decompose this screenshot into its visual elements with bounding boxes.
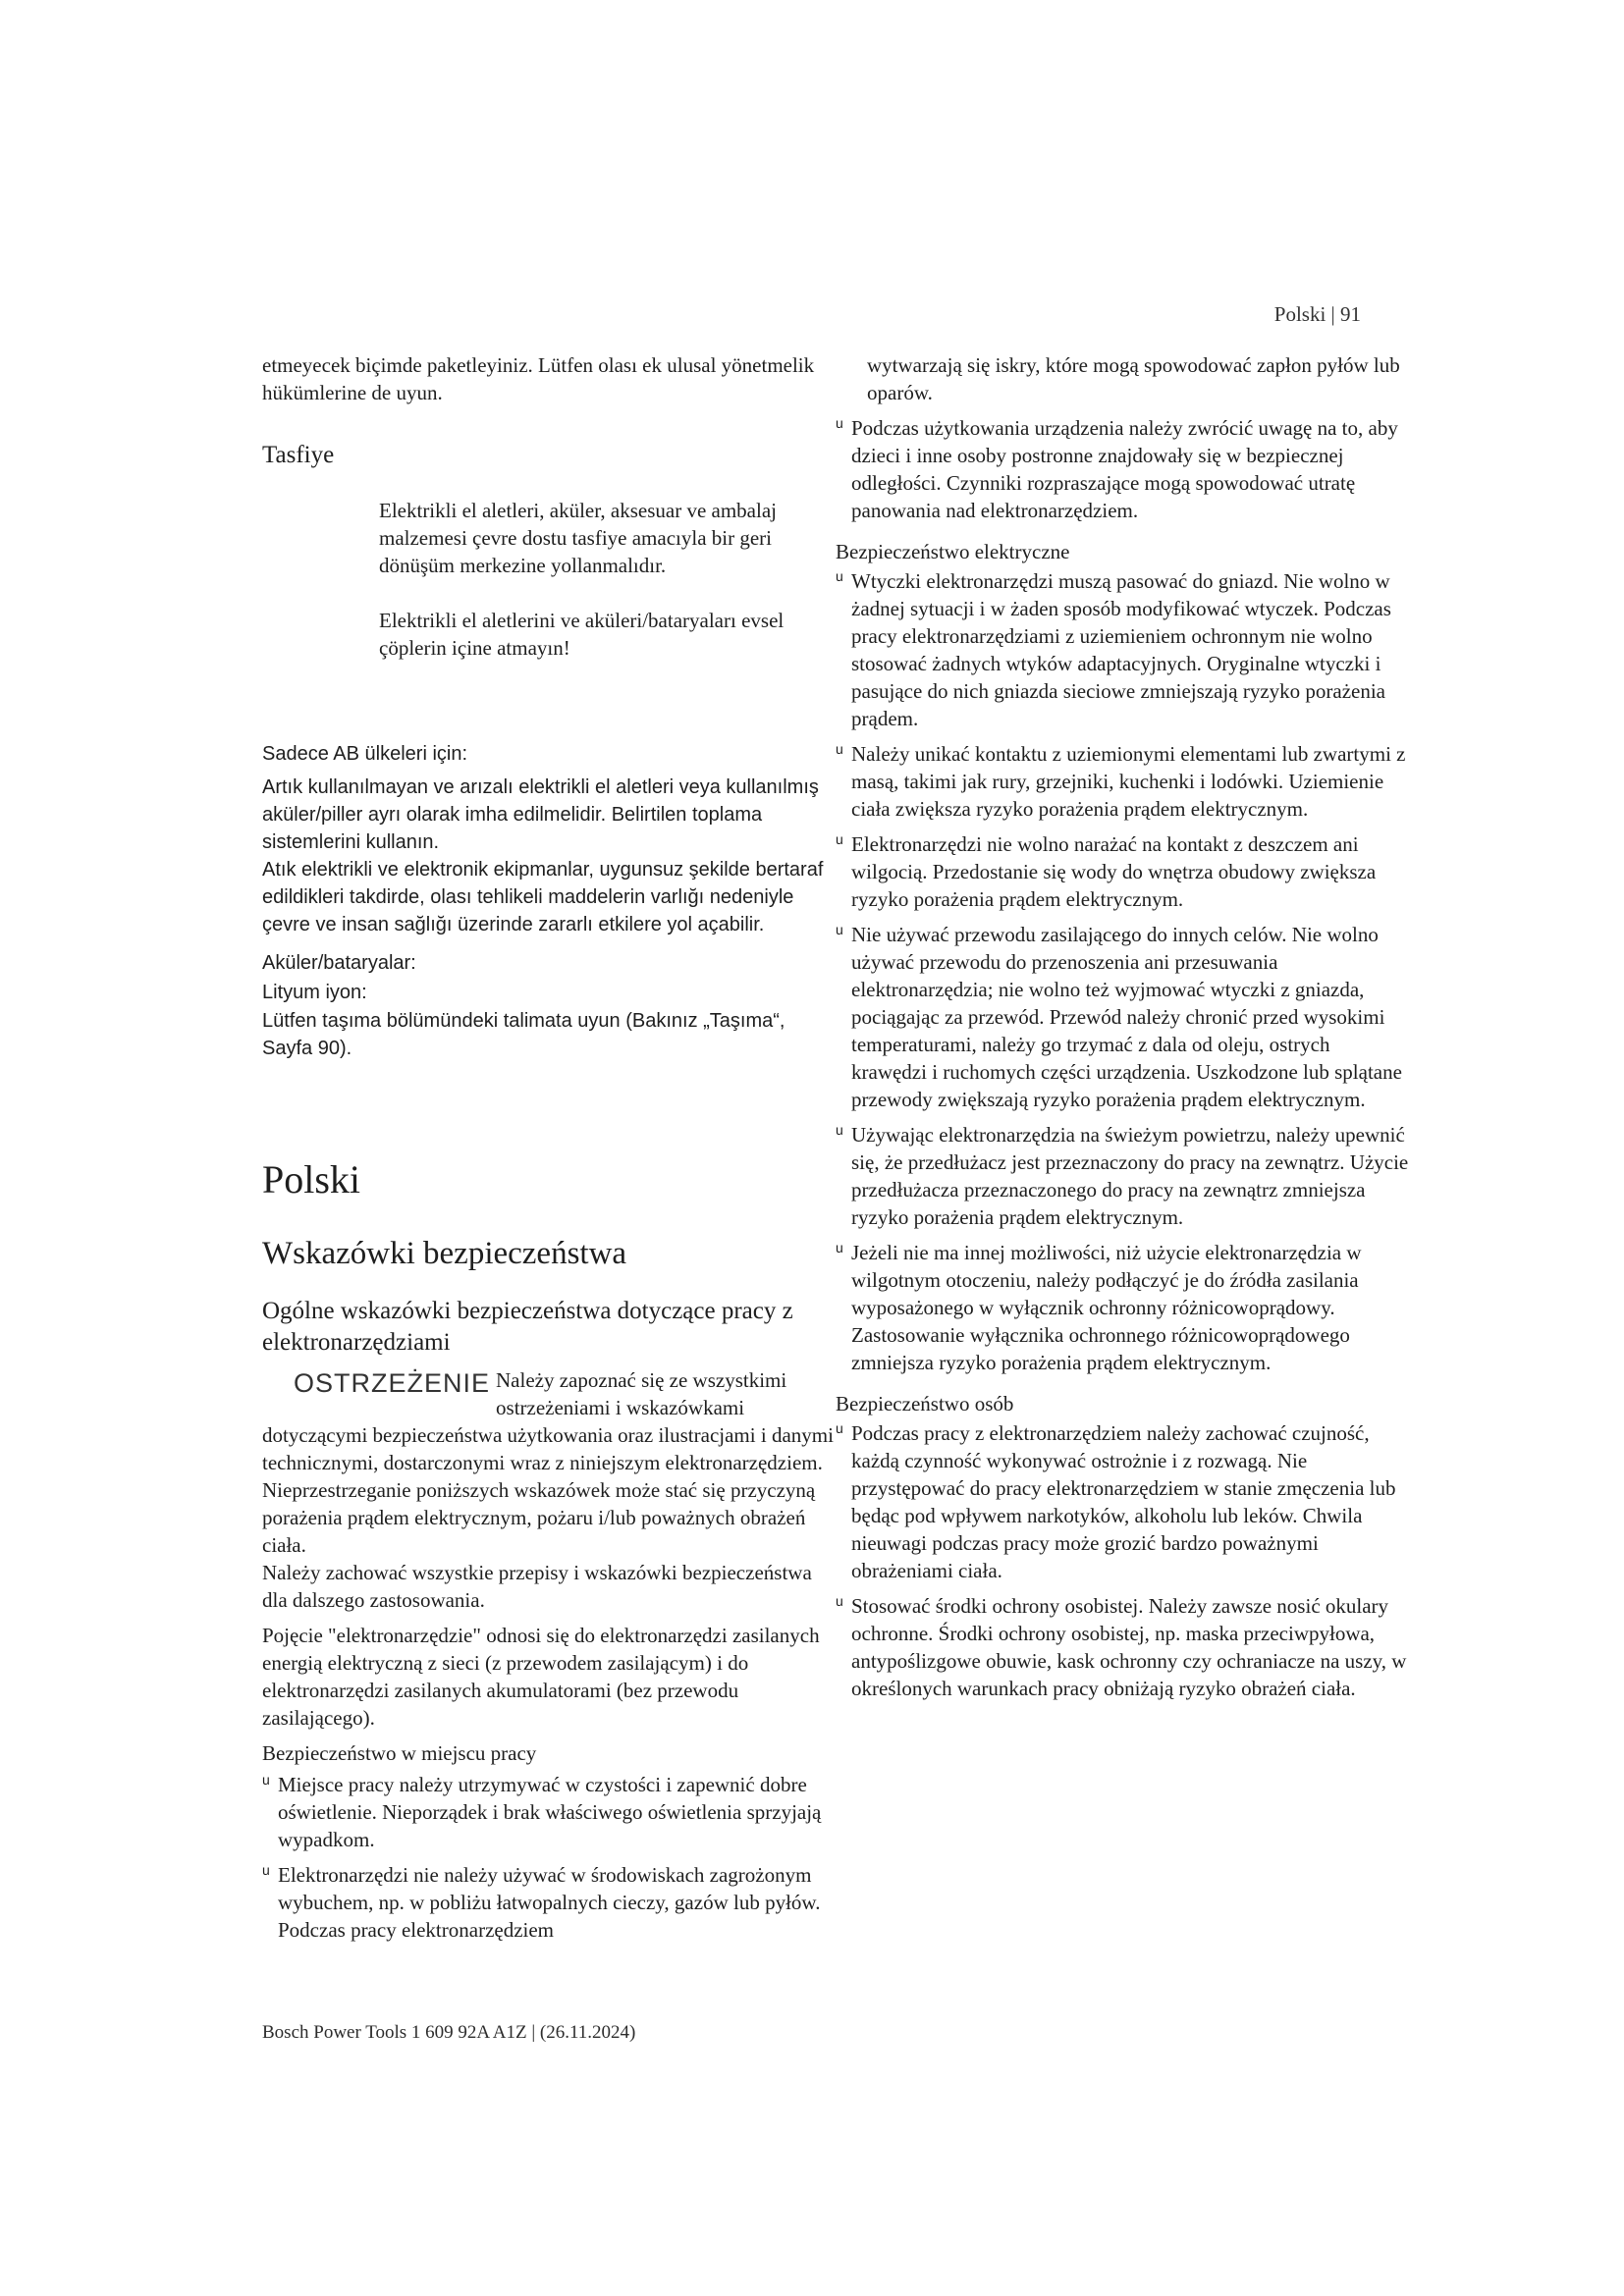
ppe-bullet: Stosować środki ochrony osobistej. Należy zawsze nosić okulary ochronne. Środki ochrony osobistej, np. maska przeciwpyłowa, antypoślizgowe obuwie, kask ochronny czy ochraniacze na uszy, w określonych warunkach pracy obniżają ryzyko obrażeń ciała.: [851, 1594, 1407, 1700]
plug-bullet: Wtyczki elektronarzędzi muszą pasować do gniazd. Nie wolno w żadnej sytuacji i w żaden sposób modyfikować wtyczek. Podczas pracy elektronarzędziami z uziemieniem ochronnym nie wolno stosować żadnych wtyków adaptacyjnych. Oryginalne wtyczki i pasujące do nich gniazda sieciowe zmniejszają ryzyko porażenia prądem.: [851, 569, 1391, 730]
list-item: [836, 1592, 1410, 1702]
list-item: [836, 567, 1410, 732]
language-title: Polski: [262, 1157, 361, 1201]
tasfiye-heading: Tasfiye: [262, 442, 335, 468]
bullet-icon: u: [836, 922, 843, 937]
warning-block: [262, 1366, 837, 1559]
cord-bullet: Nie używać przewodu zasilającego do innych celów. Nie wolno używać przewodu do przenoszenia ani przesuwania elektronarzędzia; nie wolno też wyjmować wtyczki z gniazda, pociągając za przewód. Przewód należy chronić przed wysokimi temperaturami, należy go trzymać z dala od oleju, ostrych krawędzi i ruchomych części urządzenia. Uszkodzone lub splątane przewody zwiększają ryzyko porażenia prądem elektrycznym.: [851, 923, 1402, 1111]
tasfiye-paragraph-2: Elektrikli el aletlerini ve aküleri/bataryaları evsel çöplerin içine atmayın!: [379, 609, 785, 660]
bullet-icon: u: [836, 1240, 843, 1255]
eu-paragraph-1: Artık kullanılmayan ve arızalı elektrikli el aletleri veya kullanılmış aküler/piller ayrı olarak imha edilmelidir. Belirtilen toplama sistemlerini kullanın.: [262, 776, 819, 853]
polish-section: [262, 1156, 837, 1944]
lithium-paragraph: Lütfen taşıma bölümündeki talimata uyun (Bakınız „Taşıma“, Sayfa 90).: [262, 1010, 785, 1059]
bullet-icon: u: [262, 1862, 270, 1878]
electric-heading: Bezpieczeństwo elektryczne: [836, 540, 1070, 563]
bullet-icon: u: [836, 415, 843, 431]
list-item: [836, 1239, 1410, 1376]
eu-section: [262, 740, 837, 1062]
keep-instructions: Należy zachować wszystkie przepisy i wskazówki bezpieczeństwa dla dalszego zastosowania.: [262, 1561, 812, 1612]
workplace-heading: Bezpieczeństwo w miejscu pracy: [262, 1741, 537, 1765]
footer: Bosch Power Tools 1 609 92A A1Z | (26.11.2024): [262, 2022, 636, 2043]
ground-bullet: Należy unikać kontaktu z uziemionymi elementami lub zwartymi z masą, takimi jak rury, grzejniki, kuchenki i lodówki. Uziemienie ciała zwiększa ryzyko porażenia prądem elektrycznym.: [851, 742, 1406, 821]
tasfiye-section: [262, 440, 837, 662]
bullet-icon: u: [836, 1122, 843, 1138]
children-bullet: Podczas użytkowania urządzenia należy zwrócić uwagę na to, aby dzieci i inne osoby postronne znajdowały się w bezpiecznej odległości. Czynniki rozpraszające mogą spowodować utratę panowania nad elektronarzędziem.: [851, 416, 1398, 522]
list-item: [836, 830, 1410, 913]
list-item: [836, 414, 1410, 524]
bullet-icon: u: [836, 1593, 843, 1609]
list-item: [836, 740, 1410, 823]
continued-text: wytwarzają się iskry, które mogą spowodować zapłon pyłów lub oparów.: [867, 353, 1400, 404]
safety-title: Wskazówki bezpieczeństwa: [262, 1236, 627, 1271]
tasfiye-paragraph-1: Elektrikli el aletleri, aküler, aksesuar ve ambalaj malzemesi çevre dostu tasfiye amacıyla bir geri dönüşüm merkezine yollanmalıdır.: [379, 499, 777, 577]
workplace-bullet-2: Elektronarzędzi nie należy używać w środowiskach zagrożonym wybuchem, np. w pobliżu łatwopalnych cieczy, gazów lub pyłów. Podczas pracy elektronarzędziem: [278, 1863, 821, 1942]
right-column: [836, 351, 1410, 1702]
rcd-bullet: Jeżeli nie ma innej możliwości, niż użycie elektronarzędzia w wilgotnym otoczeniu, należy podłączyć je do źródła zasilania wyposażonego w wyłącznik ochronny różnicowoprądowy. Zastosowanie wyłącznika ochronnego różnicowoprądowego zmniejsza ryzyko porażenia prądem elektrycznym.: [851, 1241, 1362, 1374]
persons-heading: Bezpieczeństwo osób: [836, 1392, 1014, 1415]
warning-label: OSTRZEŻENIE: [294, 1368, 491, 1398]
list-item: [836, 1419, 1410, 1584]
list-item: [262, 1861, 837, 1944]
bullet-icon: u: [836, 1420, 843, 1436]
alert-bullet: Podczas pracy z elektronarzędziem należy zachować czujność, każdą czynność wykonywać ostrożnie i z rozwagą. Nie przystępować do pracy elektronarzędziem w stanie zmęczenia lub będąc pod wpływem narkotyków, alkoholu lub leków. Chwila nieuwagi podczas pracy może grozić bardzo poważnymi obrażeniami ciała.: [851, 1421, 1396, 1582]
page-number: Polski | 91: [1273, 302, 1361, 326]
eu-heading: Sadece AB ülkeleri için:: [262, 743, 468, 765]
lithium-heading: Lityum iyon:: [262, 982, 367, 1003]
bullet-icon: u: [836, 831, 843, 847]
bullet-icon: u: [836, 568, 843, 584]
warning-text: Należy zapoznać się ze wszystkimi ostrzeżeniami i wskazówkami dotyczącymi bezpieczeństwa użytkowania oraz ilustracjami i danymi technicznymi, dostarczonymi wraz z niniejszym elektronarzędziem. Nieprzestrzeganie poniższych wskazówek może stać się przyczyną porażenia prądem elektrycznym, pożaru i/lub poważnych obrażeń ciała.: [262, 1368, 834, 1557]
list-item: [836, 921, 1410, 1113]
batteries-heading: Aküler/bataryalar:: [262, 952, 416, 974]
list-item: [262, 1771, 837, 1853]
intro-text: etmeyecek biçimde paketleyiniz. Lütfen olası ek ulusal yönetmelik hükümlerine de uyun.: [262, 353, 815, 404]
bullet-icon: u: [836, 741, 843, 757]
rain-bullet: Elektronarzędzi nie wolno narażać na kontakt z deszczem ani wilgocią. Przedostanie się wody do wnętrza obudowy zwiększa ryzyko porażenia prądem elektrycznym.: [851, 832, 1377, 911]
list-item: [836, 1121, 1410, 1231]
bullet-icon: u: [262, 1772, 270, 1788]
workplace-bullet-1: Miejsce pracy należy utrzymywać w czystości i zapewnić dobre oświetlenie. Nieporządek i brak właściwego oświetlenia sprzyjają wypadkom.: [278, 1773, 822, 1851]
general-safety-title: Ogólne wskazówki bezpieczeństwa dotyczące pracy z elektronarzędziami: [262, 1298, 793, 1356]
outdoor-bullet: Używając elektronarzędzia na świeżym powietrzu, należy upewnić się, że przedłużacz jest przeznaczony do pracy na zewnątrz. Użycie przedłużacza przeznaczonego do pracy na zewnątrz zmniejsza ryzyko porażenia prądem elektrycznym.: [851, 1123, 1409, 1229]
eu-paragraph-2: Atık elektrikli ve elektronik ekipmanlar, uygunsuz şekilde bertaraf edildikleri takdirde, olası tehlikeli maddelerin varlığı nedeniyle çevre ve insan sağlığı üzerinde zararlı etkilere yol açabilir.: [262, 859, 824, 935]
left-column: [262, 351, 837, 1944]
term-definition: Pojęcie "elektronarzędzie" odnosi się do elektronarzędzi zasilanych energią elektryczną z sieci (z przewodem zasilającym) i do elektronarzędzi zasilanych akumulatorami (bez przewodu zasilającego).: [262, 1624, 820, 1730]
